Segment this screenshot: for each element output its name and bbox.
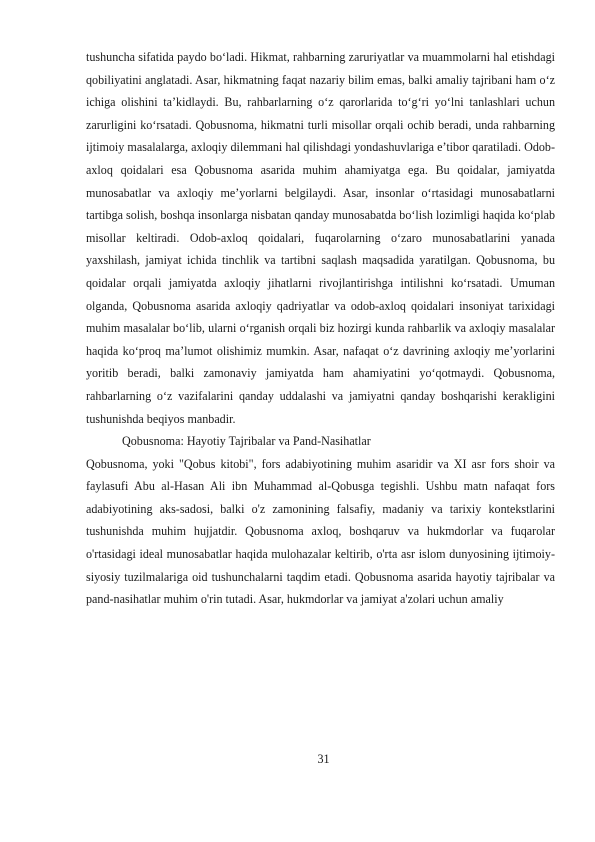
page-number: 31 bbox=[317, 752, 330, 766]
body-paragraph-2: Qobusnoma, yoki "Qobus kitobi", fors adabiyotining muhim asaridir va XI asr fors shoir va faylasufi Abu al-Hasan Ali ibn Muhammad al-Qobusga tegishli. Ushbu matn nafaqat fors adabiyotining aks-sadosi, balki o'z zamonining falsafiy, madaniy va tarixiy kontekstlarini tushunishda muhim hujjatdir. Qobusnoma axloq, boshqaruv va hukmdorlar va fuqarolar o'rtasidagi ideal munosabatlar haqida mulohazalar keltirib, o'rta asr islom dunyosining ijtimoiy-siyosiy tuzilmalariga oid tushunchalarni taqdim etadi. Qobusnoma asarida hayotiy tajribalar va pand-nasihatlar muhim o'rin tutadi. Asar, hukmdorlar va jamiyat a'zolari uchun amaliy bbox=[86, 456, 555, 607]
document-page bbox=[86, 46, 555, 611]
section-heading: Qobusnoma: Hayotiy Tajribalar va Pand-Nasihatlar bbox=[122, 434, 371, 449]
body-paragraph-1: tushuncha sifatida paydo bo‘ladi. Hikmat, rahbarning zaruriyatlar va muammolarni hal etishdagi qobiliyatini anglatadi. Asar, hikmatning faqat nazariy bilim emas, balki amaliy tajribani ham o‘z ichiga olishini ta’kidlaydi. Bu, rahbarlarning o‘z qarorlarida to‘g‘ri yo‘lni tanlashlari uchun zarurligini ko‘rsatadi. Qobusnoma, hikmatni turli misollar orqali ochib beradi, unda rahbarning ijtimoiy masalalarga, axloqiy dilemmani hal qilishdagi yondashuvlariga e’tibor qaratiladi. Odob-axloq qoidalari esa Qobusnoma asarida muhim ahamiyatga ega. Bu qoidalar, jamiyatda munosabatlar va axloqiy me’yorlarni belgilaydi. Asar, insonlar o‘rtasidagi munosabatlarni tartibga solish, boshqa insonlarga nisbatan qanday munosabatda bo‘lish lozimligi haqida ko‘plab misollar keltiradi. Odob-axloq qoidalari, fuqarolarning o‘zaro munosabatlarini yanada yaxshilash, jamiyat ichida tinchlik va tartibni saqlash maqsadida yaratilgan. Qobusnoma, bu qoidalar orqali jamiyatda axloqiy jihatlarni rivojlantirishga intilishni ko‘rsatadi. Umuman olganda, Qobusnoma asarida axloqiy qadriyatlar va odob-axloq qoidalari insoniyat tarixidagi muhim masalalar bo‘lib, ularni o‘rganish orqali biz hozirgi kunda rahbarlik va axloqiy masalalar haqida ko‘proq ma’lumot olishimiz mumkin. Asar, nafaqat o‘z davrining axloqiy me’yorlarini yoritib beradi, balki zamonaviy jamiyatda ham ahamiyatini yo‘qotmaydi. Qobusnoma, rahbarlarning o‘z vazifalarini qanday uddalashi va jamiyatni qanday boshqarishi kerakligini tushunishda beqiyos manbadir. bbox=[86, 50, 555, 426]
